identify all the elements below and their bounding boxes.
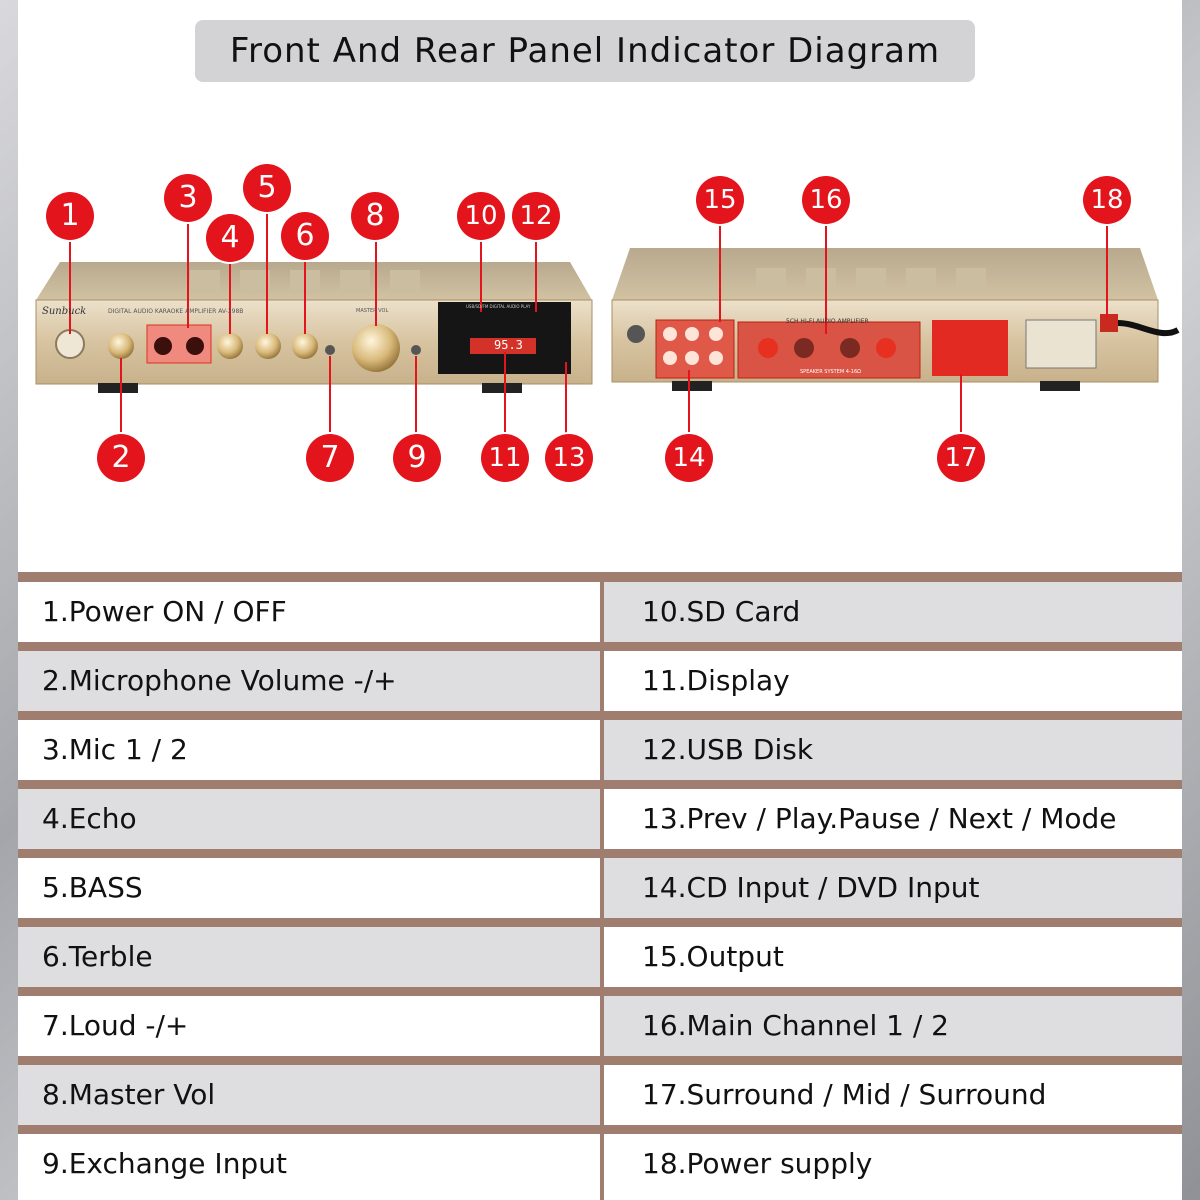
legend-row	[18, 1065, 1182, 1125]
callout-11: 11	[481, 434, 529, 482]
legend-row	[18, 858, 1182, 918]
legend-item-6: 6.Terble	[18, 927, 600, 987]
callout-16: 16	[802, 176, 850, 224]
rear-amplifier	[612, 248, 1178, 391]
callout-17: 17	[937, 434, 985, 482]
legend-row	[18, 927, 1182, 987]
usb-play-label: USB/SD/FM DIGITAL AUDIO PLAY	[466, 304, 531, 309]
legend-item-10: 10.SD Card	[604, 582, 1182, 642]
legend-item-8: 8.Master Vol	[18, 1065, 600, 1125]
legend-item-16: 16.Main Channel 1 / 2	[604, 996, 1182, 1056]
callout-6: 6	[281, 212, 329, 260]
legend-row	[18, 996, 1182, 1056]
callout-12: 12	[512, 192, 560, 240]
legend-row	[18, 1134, 1182, 1200]
legend-item-12: 12.USB Disk	[604, 720, 1182, 780]
legend-item-9: 9.Exchange Input	[18, 1134, 600, 1200]
legend-item-15: 15.Output	[604, 927, 1182, 987]
callout-3: 3	[164, 174, 212, 222]
legend-item-18: 18.Power supply	[604, 1134, 1182, 1200]
diagram-title: Front And Rear Panel Indicator Diagram	[195, 20, 975, 82]
speaker-system-label: SPEAKER SYSTEM 4-16Ω	[800, 369, 861, 375]
legend-item-1: 1.Power ON / OFF	[18, 582, 600, 642]
legend-item-14: 14.CD Input / DVD Input	[604, 858, 1182, 918]
legend-item-13: 13.Prev / Play.Pause / Next / Mode	[604, 789, 1182, 849]
callout-10: 10	[457, 192, 505, 240]
rear-amp-label: 5CH HI-FI AUDIO AMPLIFIER	[786, 318, 869, 325]
callout-9: 9	[393, 434, 441, 482]
master-vol-label: MASTER VOL	[356, 308, 389, 314]
legend-row	[18, 789, 1182, 849]
callout-8: 8	[351, 192, 399, 240]
legend-item-17: 17.Surround / Mid / Surround	[604, 1065, 1182, 1125]
legend-row	[18, 582, 1182, 642]
legend-row	[18, 651, 1182, 711]
legend-row	[18, 720, 1182, 780]
front-amplifier	[36, 262, 592, 393]
callout-13: 13	[545, 434, 593, 482]
legend-item-2: 2.Microphone Volume -/+	[18, 651, 600, 711]
legend-table	[18, 572, 1182, 1200]
legend-item-5: 5.BASS	[18, 858, 600, 918]
front-brand-label: Sunbuck	[42, 306, 87, 317]
callout-1: 1	[46, 192, 94, 240]
legend-item-4: 4.Echo	[18, 789, 600, 849]
callout-14: 14	[665, 434, 713, 482]
callout-2: 2	[97, 434, 145, 482]
front-model-label: DIGITAL AUDIO KARAOKE AMPLIFIER AV-298B	[108, 308, 244, 315]
callout-4: 4	[206, 214, 254, 262]
callout-7: 7	[306, 434, 354, 482]
legend-item-11: 11.Display	[604, 651, 1182, 711]
legend-item-7: 7.Loud -/+	[18, 996, 600, 1056]
callout-5: 5	[243, 164, 291, 212]
display-readout: 95.3	[494, 338, 523, 352]
legend-item-3: 3.Mic 1 / 2	[18, 720, 600, 780]
callout-18: 18	[1083, 176, 1131, 224]
callout-15: 15	[696, 176, 744, 224]
